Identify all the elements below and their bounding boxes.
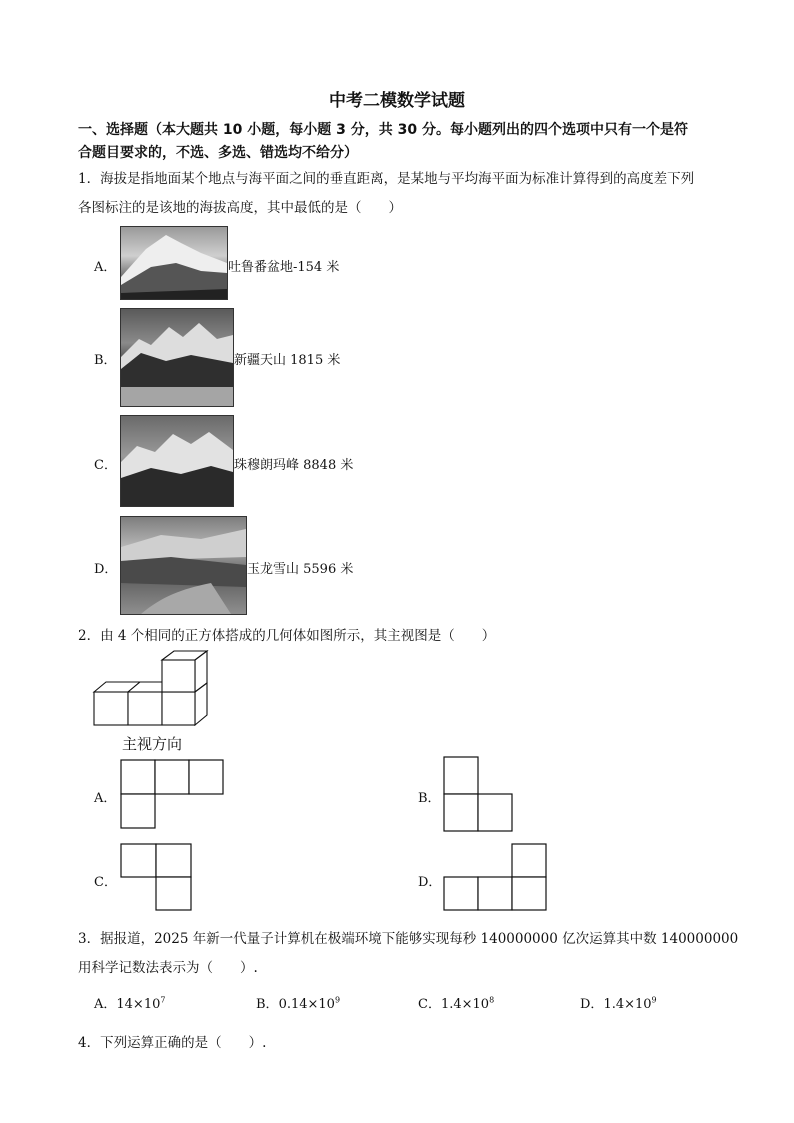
q1-option-a-label[interactable]: A． [94, 260, 117, 275]
q2-text-line1: 2．由 4 个相同的正方体搭成的几何体如图所示，其主视图是（ ） [78, 628, 496, 644]
canyon-photo-d [121, 517, 246, 614]
q3-option-c-exp: 8 [489, 995, 495, 1005]
q2-option-c-label[interactable]: C． [94, 875, 117, 890]
q1-option-d-caption: 玉龙雪山 5596 米 [247, 562, 354, 577]
section-heading-line1: 一、选择题（本大题共 10 小题，每小题 3 分，共 30 分。每小题列出的四个选项中只有一个是符 [78, 122, 688, 138]
q3-option-d-base: 1.4×10 [603, 997, 652, 1012]
mountain-photo-a [121, 227, 227, 299]
q3-option-a-label: A． [94, 997, 117, 1012]
q1-option-b-photo [120, 308, 234, 407]
q2-option-b-label[interactable]: B． [418, 791, 441, 806]
q1-option-c-label[interactable]: C． [94, 458, 117, 473]
q2-option-c-view[interactable] [120, 843, 192, 911]
q2-option-a-label[interactable]: A． [94, 791, 117, 806]
q2-option-d-view[interactable] [443, 843, 547, 911]
q1-option-a-photo [120, 226, 228, 300]
q1-option-b-caption: 新疆天山 1815 米 [234, 353, 341, 368]
q3-option-b-label: B． [256, 997, 279, 1012]
q1-option-a-caption: 吐鲁番盆地-154 米 [228, 260, 340, 275]
q3-option-a-exp: 7 [160, 995, 166, 1005]
cube-stack-figure [93, 650, 213, 730]
page-title: 中考二模数学试题 [329, 91, 465, 111]
view-direction-caption: 主视方向 [122, 735, 183, 753]
q2-option-b-view[interactable] [443, 756, 513, 832]
q3-option-d-exp: 9 [651, 995, 657, 1005]
q3-text-line2: 用科学记数法表示为（ ）. [78, 960, 258, 976]
q1-option-c-caption: 珠穆朗玛峰 8848 米 [234, 458, 354, 473]
q1-text-line2: 各图标注的是该地的海拔高度，其中最低的是（ ） [78, 200, 402, 216]
q1-option-d-label[interactable]: D． [94, 562, 118, 577]
q3-option-c-label: C． [418, 997, 441, 1012]
q3-option-c[interactable] [418, 993, 494, 1012]
q3-option-c-base: 1.4×10 [440, 997, 490, 1012]
q2-option-d-label[interactable]: D． [418, 875, 442, 890]
q1-option-b-label[interactable]: B． [94, 353, 117, 368]
mountain-photo-c [121, 416, 233, 506]
section-heading-line2: 合题目要求的，不选、多选、错选均不给分） [78, 145, 358, 161]
q1-text-line1: 1．海拔是指地面某个地点与海平面之间的垂直距离，是某地与平均海平面为标准计算得到的高度差下列 [78, 171, 695, 187]
q4-text-line1: 4．下列运算正确的是（ ）. [78, 1035, 267, 1051]
q3-text-line1: 3．据报道，2025 年新一代量子计算机在极端环境下能够实现每秒 140000000 亿次运算其中数 140000000 [78, 931, 739, 947]
q3-option-d-label: D． [580, 997, 604, 1012]
q3-option-d[interactable] [580, 993, 657, 1012]
mountain-photo-b [121, 309, 233, 406]
q1-option-c-photo [120, 415, 234, 507]
q1-option-d-photo [120, 516, 247, 615]
q3-option-b-exp: 9 [334, 995, 341, 1005]
q3-option-a[interactable] [94, 993, 165, 1012]
q3-option-b-base: 0.14×10 [278, 997, 335, 1012]
q3-option-a-base: 14×10 [116, 997, 161, 1012]
q2-option-a-view[interactable] [120, 759, 224, 829]
q3-option-b[interactable] [256, 993, 340, 1012]
